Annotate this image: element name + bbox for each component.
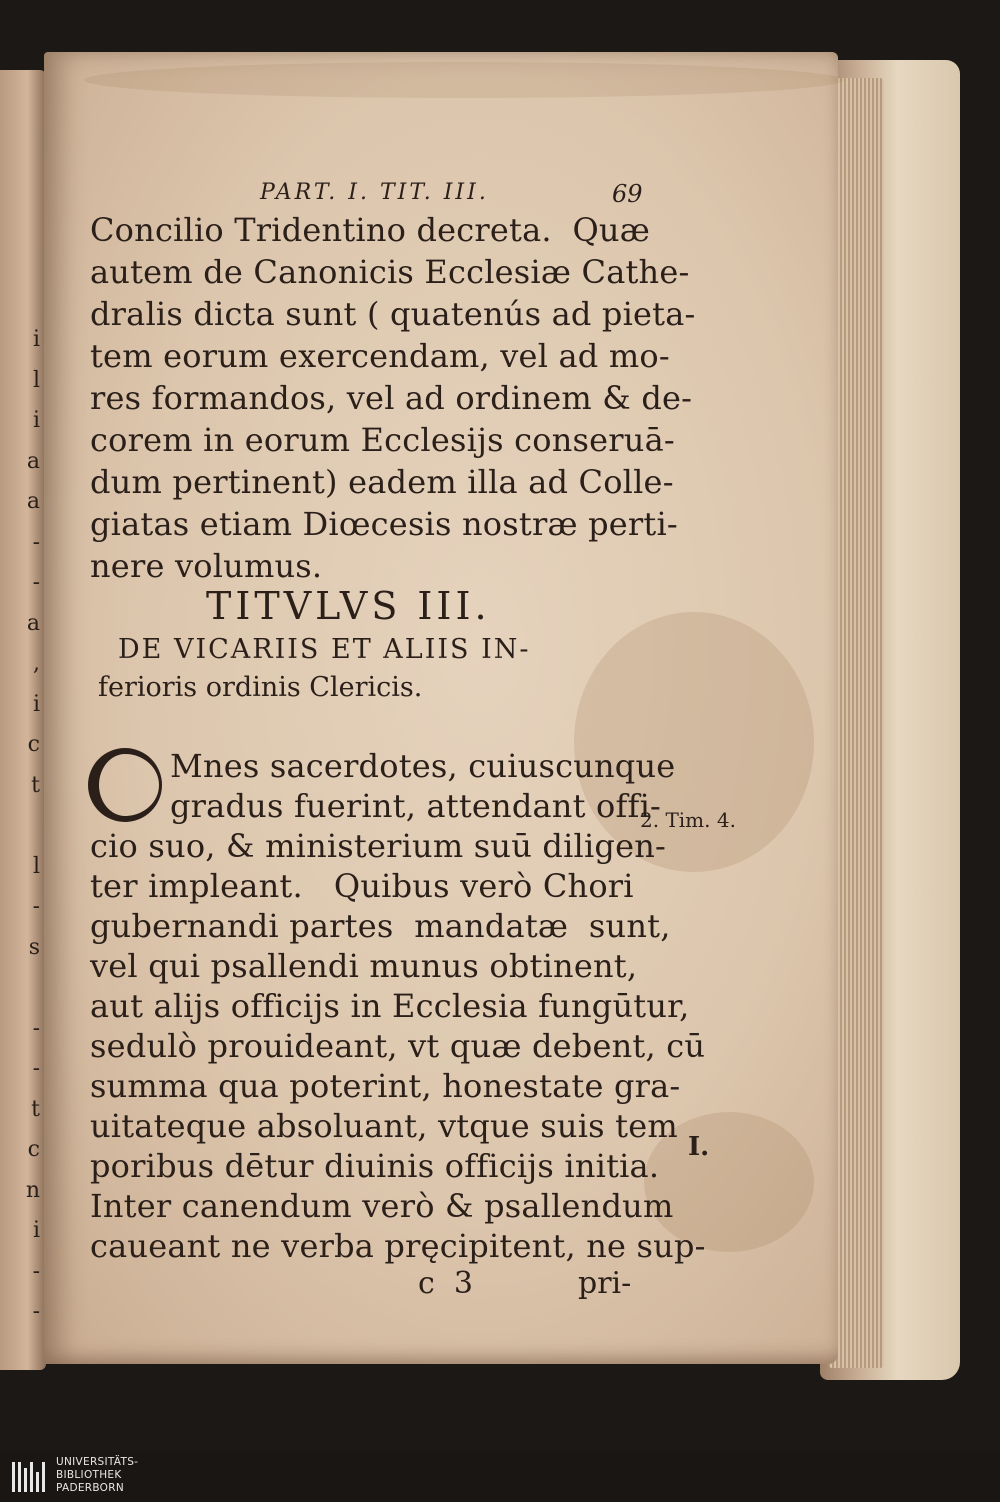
university-library-logo-icon <box>10 1460 50 1496</box>
drop-cap-letter <box>99 754 100 755</box>
text-line: uitateque absoluant, vtque suis tem <box>90 1107 678 1145</box>
library-name-line: UNIVERSITÄTS- <box>56 1456 139 1468</box>
text-line: summa qua poterint, honestate gra- <box>90 1067 681 1105</box>
library-name-line: PADERBORN <box>56 1482 124 1494</box>
signature-mark: c 3 <box>418 1266 473 1301</box>
text-line: vel qui psallendi munus obtinent, <box>90 947 638 985</box>
text-line: autem de Canonicis Ecclesiæ Cathe- <box>90 253 690 291</box>
library-name-line: BIBLIOTHEK <box>56 1469 122 1481</box>
section-subtitle: ferioris ordinis Clericis. <box>98 672 423 703</box>
section-title: TITVLVS III. <box>206 584 491 628</box>
margin-number: I. <box>688 1132 710 1162</box>
text-line: nere volumus. <box>90 547 323 585</box>
facing-page-text-fragments: i l i a a - - a , i c t l - s - - t c n i - - <box>25 327 40 1324</box>
library-footer <box>0 1452 1000 1502</box>
running-header: PART. I. TIT. III. <box>260 180 489 205</box>
text-line: dum pertinent) eadem illa ad Colle- <box>90 463 674 501</box>
text-line: gradus fuerint, attendant offi- <box>170 787 662 825</box>
facing-page-edge <box>0 70 46 1370</box>
text-line: poribus dētur diuinis officijs initia. <box>90 1147 660 1185</box>
text-line: tem eorum exercendam, vel ad mo- <box>90 337 670 375</box>
library-name <box>56 1456 138 1495</box>
margin-reference: 2. Tim. 4. <box>640 808 736 832</box>
catchword: pri- <box>578 1266 632 1301</box>
text-line: dralis dicta sunt ( quatenús ad pieta- <box>90 295 696 333</box>
text-line: ter impleant. Quibus verò Chori <box>90 867 634 905</box>
page-stain <box>84 62 844 98</box>
text-line: Concilio Tridentino decreta. Quæ <box>90 211 651 249</box>
text-line: Mnes sacerdotes, cuiuscunque <box>170 747 676 785</box>
drop-cap <box>88 748 162 822</box>
text-line: Inter canendum verò & psallendum <box>90 1187 674 1225</box>
text-line: sedulò prouideant, vt quæ debent, cū <box>90 1027 706 1065</box>
folio-number: 69 <box>612 180 643 208</box>
text-line: gubernandi partes mandatæ sunt, <box>90 907 671 945</box>
text-line: caueant ne verba pręcipitent, ne sup- <box>90 1227 706 1265</box>
text-line: res formandos, vel ad ordinem & de- <box>90 379 693 417</box>
text-line: corem in eorum Ecclesijs conseruā- <box>90 421 675 459</box>
text-line: giatas etiam Diœcesis nostræ perti- <box>90 505 678 543</box>
text-line: aut alijs officijs in Ecclesia fungūtur, <box>90 987 690 1025</box>
text-line: cio suo, & ministerium suū diligen- <box>90 827 667 865</box>
section-subtitle: DE VICARIIS ET ALIIS IN- <box>118 634 531 665</box>
